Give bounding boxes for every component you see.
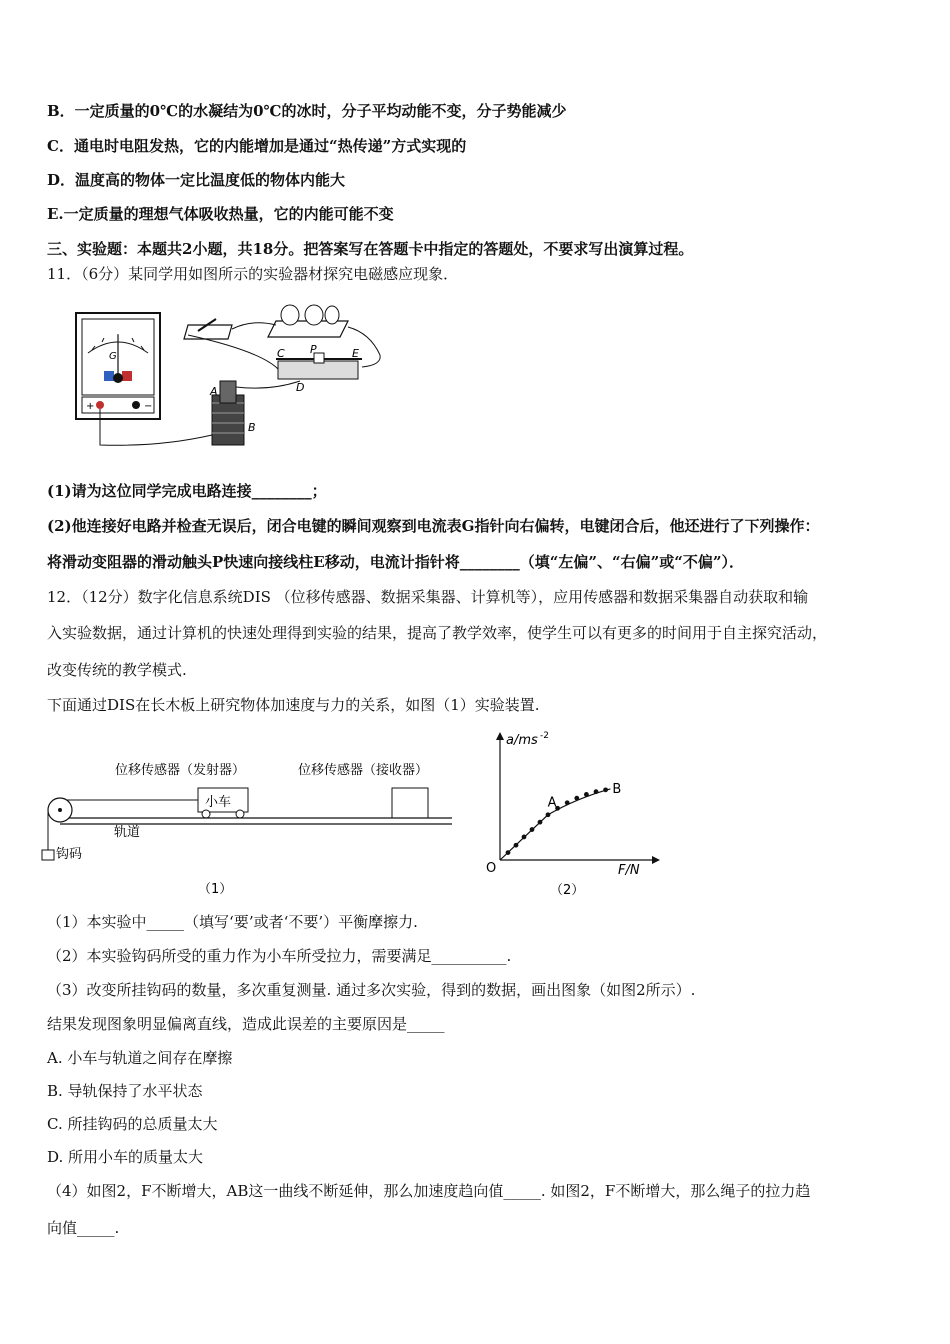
option-b: B．一定质量的0℃的水凝结为0℃的冰时，分子平均动能不变，分子势能减少 <box>47 102 567 120</box>
section-heading: 三、实验题：本题共2小题，共18分。把答案写在答题卡中指定的答题处，不要求写出演算过程。 <box>47 240 694 258</box>
fig2-caption: （2） <box>550 883 585 898</box>
choice-a: A. 小车与轨道之间存在摩擦 <box>47 1049 233 1067</box>
data-point <box>584 792 589 797</box>
fig1-caption: （1） <box>198 882 233 897</box>
receiver-label: 位移传感器（接收器） <box>298 763 429 778</box>
q12-part1: （1）本实验中_____（填写‘要’或者‘不要’）平衡摩擦力. <box>47 913 418 931</box>
point-a-label: A <box>547 795 557 811</box>
origin-label: O <box>486 861 497 876</box>
choice-c: C. 所挂钩码的总质量太大 <box>47 1115 218 1133</box>
q11-part2-line1: (2)他连接好电路并检查无误后，闭合电键的瞬间观察到电流表G指针向右偏转，电键闭合后，他还进行了下列操作： <box>47 517 820 535</box>
option-c: C．通电时电阻发热，它的内能增加是通过“热传递”方式实现的 <box>47 137 467 155</box>
label-d: D <box>296 381 305 394</box>
point-b-label: B <box>612 781 622 797</box>
terminal-positive <box>96 401 104 409</box>
battery <box>268 321 348 337</box>
q11-part2-line2: 将滑动变阻器的滑动触头P快速向接线柱E移动，电流计指针将________（填“左偏”、“右偏”或“不偏”）． <box>47 553 744 571</box>
y-axis-exponent: -2 <box>540 731 549 741</box>
data-point <box>546 812 551 817</box>
q12-stem-line1: 12．（12分）数字化信息系统DIS （位移传感器、数据采集器、计算机等），应用传感器和数据采集器自动获取和输 <box>47 588 809 606</box>
q12-part4-line2: 向值_____. <box>47 1219 120 1237</box>
data-point <box>574 796 579 801</box>
data-point <box>538 820 543 825</box>
data-points <box>506 787 608 855</box>
label-g: G <box>109 351 117 362</box>
q12-intro: 下面通过DIS在长木板上研究物体加速度与力的关系，如图（1）实验装置. <box>47 696 540 714</box>
q12-figure-1 <box>40 752 460 902</box>
transmitter-label: 位移传感器（发射器） <box>115 763 246 778</box>
weight-label: 钩码 <box>56 847 83 862</box>
choice-b: B. 导轨保持了水平状态 <box>47 1082 203 1100</box>
data-point <box>514 843 519 848</box>
label-plus: + <box>86 401 95 412</box>
y-axis-label: a/ms <box>506 733 538 748</box>
label-b: B <box>248 421 256 434</box>
switch <box>184 325 232 339</box>
label-e: E <box>352 347 359 360</box>
option-d: D．温度高的物体一定比温度低的物体内能大 <box>47 171 346 189</box>
track-label: 轨道 <box>114 825 141 840</box>
cart-label: 小车 <box>205 795 232 810</box>
data-point <box>506 850 511 855</box>
option-e: E.一定质量的理想气体吸收热量，它的内能可能不变 <box>47 205 394 223</box>
data-point <box>530 827 535 832</box>
q12-stem-line2: 入实验数据，通过计算机的快速处理得到实验的结果，提高了教学效率，使学生可以有更多的时间用于自主探究活动， <box>47 624 828 642</box>
data-point <box>565 800 570 805</box>
q12-part3-line1: （3）改变所挂钩码的数量，多次重复测量. 通过多次实验，得到的数据，画出图象（如图2所示）. <box>47 981 696 999</box>
choice-d: D. 所用小车的质量太大 <box>47 1148 204 1166</box>
data-point <box>594 789 599 794</box>
hanging-weight <box>42 850 54 860</box>
receiver-box <box>392 788 428 818</box>
data-point <box>522 835 527 840</box>
label-c: C <box>277 347 285 360</box>
q12-part3-line2: 结果发现图象明显偏离直线，造成此误差的主要原因是_____ <box>47 1015 445 1033</box>
label-a: A <box>210 385 218 398</box>
q12-figure-2 <box>478 726 668 901</box>
label-minus: − <box>144 401 153 412</box>
q11-apparatus-figure <box>70 295 400 465</box>
label-p: P <box>310 343 317 356</box>
q12-part2: （2）本实验钩码所受的重力作为小车所受拉力，需要满足__________. <box>47 947 512 965</box>
q11-stem: 11．（6分）某同学用如图所示的实验器材探究电磁感应现象． <box>47 265 459 283</box>
data-point <box>603 787 608 792</box>
q12-part4-line1: （4）如图2，F不断增大，AB这一曲线不断延伸，那么加速度趋向值_____. 如图2，F不断增大，那么绳子的拉力趋 <box>47 1182 811 1200</box>
terminal-negative <box>132 401 140 409</box>
rheostat <box>278 361 358 379</box>
q11-part1: (1)请为这位同学完成电路连接________； <box>47 482 327 500</box>
x-axis-label: F/N <box>618 863 640 878</box>
q12-stem-line3: 改变传统的教学模式. <box>47 661 187 679</box>
coil-a <box>220 381 236 403</box>
